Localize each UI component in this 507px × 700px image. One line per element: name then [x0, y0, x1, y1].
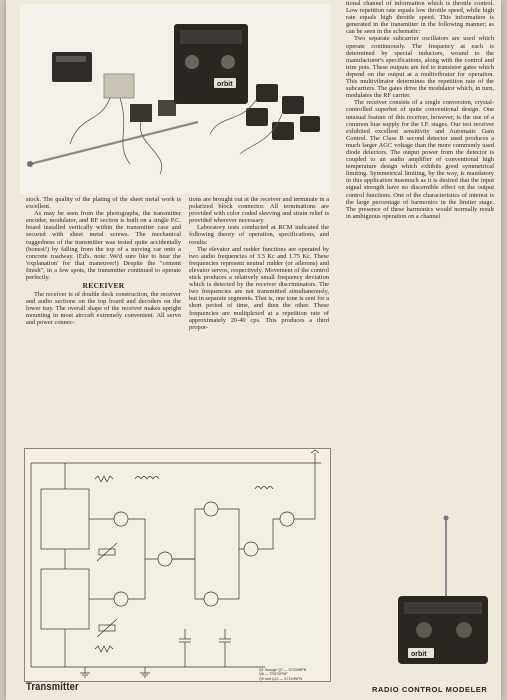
switch-harness: [104, 74, 134, 98]
servo: [246, 108, 268, 126]
product-photo: [20, 4, 331, 194]
paragraph: tional channel of information which is throttle control. Low repetition rate equals low throttle speed, while high rate equals high throttle speed. This information is generated in the transmitter in the following manner; as can be seen in the schematic:: [346, 0, 494, 36]
legend-line: Q1 through Q7 — S7209NPN: [259, 668, 307, 672]
figure-caption: Transmitter: [26, 681, 79, 693]
svg-text:orbit: orbit: [411, 651, 427, 658]
article-column-2: [189, 196, 329, 331]
servo: [300, 116, 320, 132]
magazine-title: RADIO CONTROL MODELER: [372, 685, 488, 694]
component-legend: [259, 668, 306, 681]
paragraph: As may be seen from the photographs, the transmitter encoder, modulator, and RF section is built on a single P.C. board installed vertically within the transmitter case and secured with sheet metal screws. The mechanical ruggedness of the transmitter was tested quite accidentally (honest!) by falling from the top of a moving car onto a concrete roadway. (Ed's. note: We'd sure like to hear the 'explanation' for that maneuver!) Despite the "cement finish", in a few spots, the transmitter continued to operate perfectly.: [26, 210, 181, 282]
paragraph: Laboratory tests conducted at RCM indicated the following theory of operation, specifications, and results:: [189, 224, 329, 246]
paragraph: Two separate subcarrier oscillators are used which operate continuously. The frequency at each is determined by special inductors, wound to the manufacturer's specifications, along with the control and trim pots. These outputs are fed to transistor gates which depend on the output at a multivibrator for operation. This multivibrator determines the repetition rate of the subcarriers. The gates drive the modulator which, in turn, modulates the RF carrier.: [346, 35, 494, 100]
paragraph: tions are brought out at the receiver and terminate in a polarized block connector. All terminations are provided with color coded sleeving and strain relief is provided wherever necessary.: [189, 196, 329, 225]
transmitter-photo: [346, 510, 496, 680]
servo: [282, 96, 304, 114]
section-heading: RECEIVER: [82, 281, 125, 291]
servo: [272, 122, 294, 140]
article-column-1: [26, 196, 181, 326]
antenna-rod: [30, 122, 198, 164]
legend-line: Q8 — TR570PNP: [259, 672, 288, 677]
servo: [256, 84, 278, 102]
receiver-box: [130, 104, 152, 122]
paragraph: The elevator and rudder functions are operated by two audio frequencies of 3.5 Kc and 1.75 Kc. These frequencies represent neutral rudder (or ailerons) and elevator servos, respectively. Movement of the control stick produces a relatively small frequency deviation which is detected by the receiver discriminators. The two frequencies are not transmitted simultaneously, but in separate segments. That is, one tone is sent for a short period of time, and then the other. These frequencies are multiplexed at a repetition rate of approximately 20-40 cps. This produces a third propor-: [189, 245, 329, 331]
paragraph: The receiver is of double deck construction, the receiver and audio sections on the top board and decoders on the lower tray. The overall shape of the receiver makes upright mounting in most aircraft extremely convenient. All servo and power connec-: [26, 290, 181, 326]
article-column-3: [346, 0, 494, 220]
paragraph: The receiver consists of a single conversion, crystal-controlled superhet of quite conventional design. One unusual feature of this receiver, however, is the use of a common bias supply for the I.F. stages. Our test receiver exhibited excellent sensitivity and Automatic Gain Control. The Class B second detector used produces a much larger AGC voltage than the more commonly used diode detectors. The output power from the detector is coupled to an audio amplifier of conventional high temperature design which exhibits good symmetrical limiting. Symmetrical limiting, by the way, is mandatory in this application inasmuch as it is desired that the input signal strength have no discernible effect on the output control functions. One of the characteristics of interest is the large percentage of harmonics in the limiter stage. The presence of these harmonics would normally result in ambiguous operation on a channel: [346, 99, 494, 220]
magazine-page: [6, 0, 501, 700]
svg-text:orbit: orbit: [217, 81, 233, 88]
paragraph: stock. The quality of the plating of the sheet metal work is excellent.: [26, 196, 181, 211]
legend-line: Q9 and Q10 — S7210NPN: [259, 676, 303, 681]
transmitter-schematic: [24, 448, 331, 682]
